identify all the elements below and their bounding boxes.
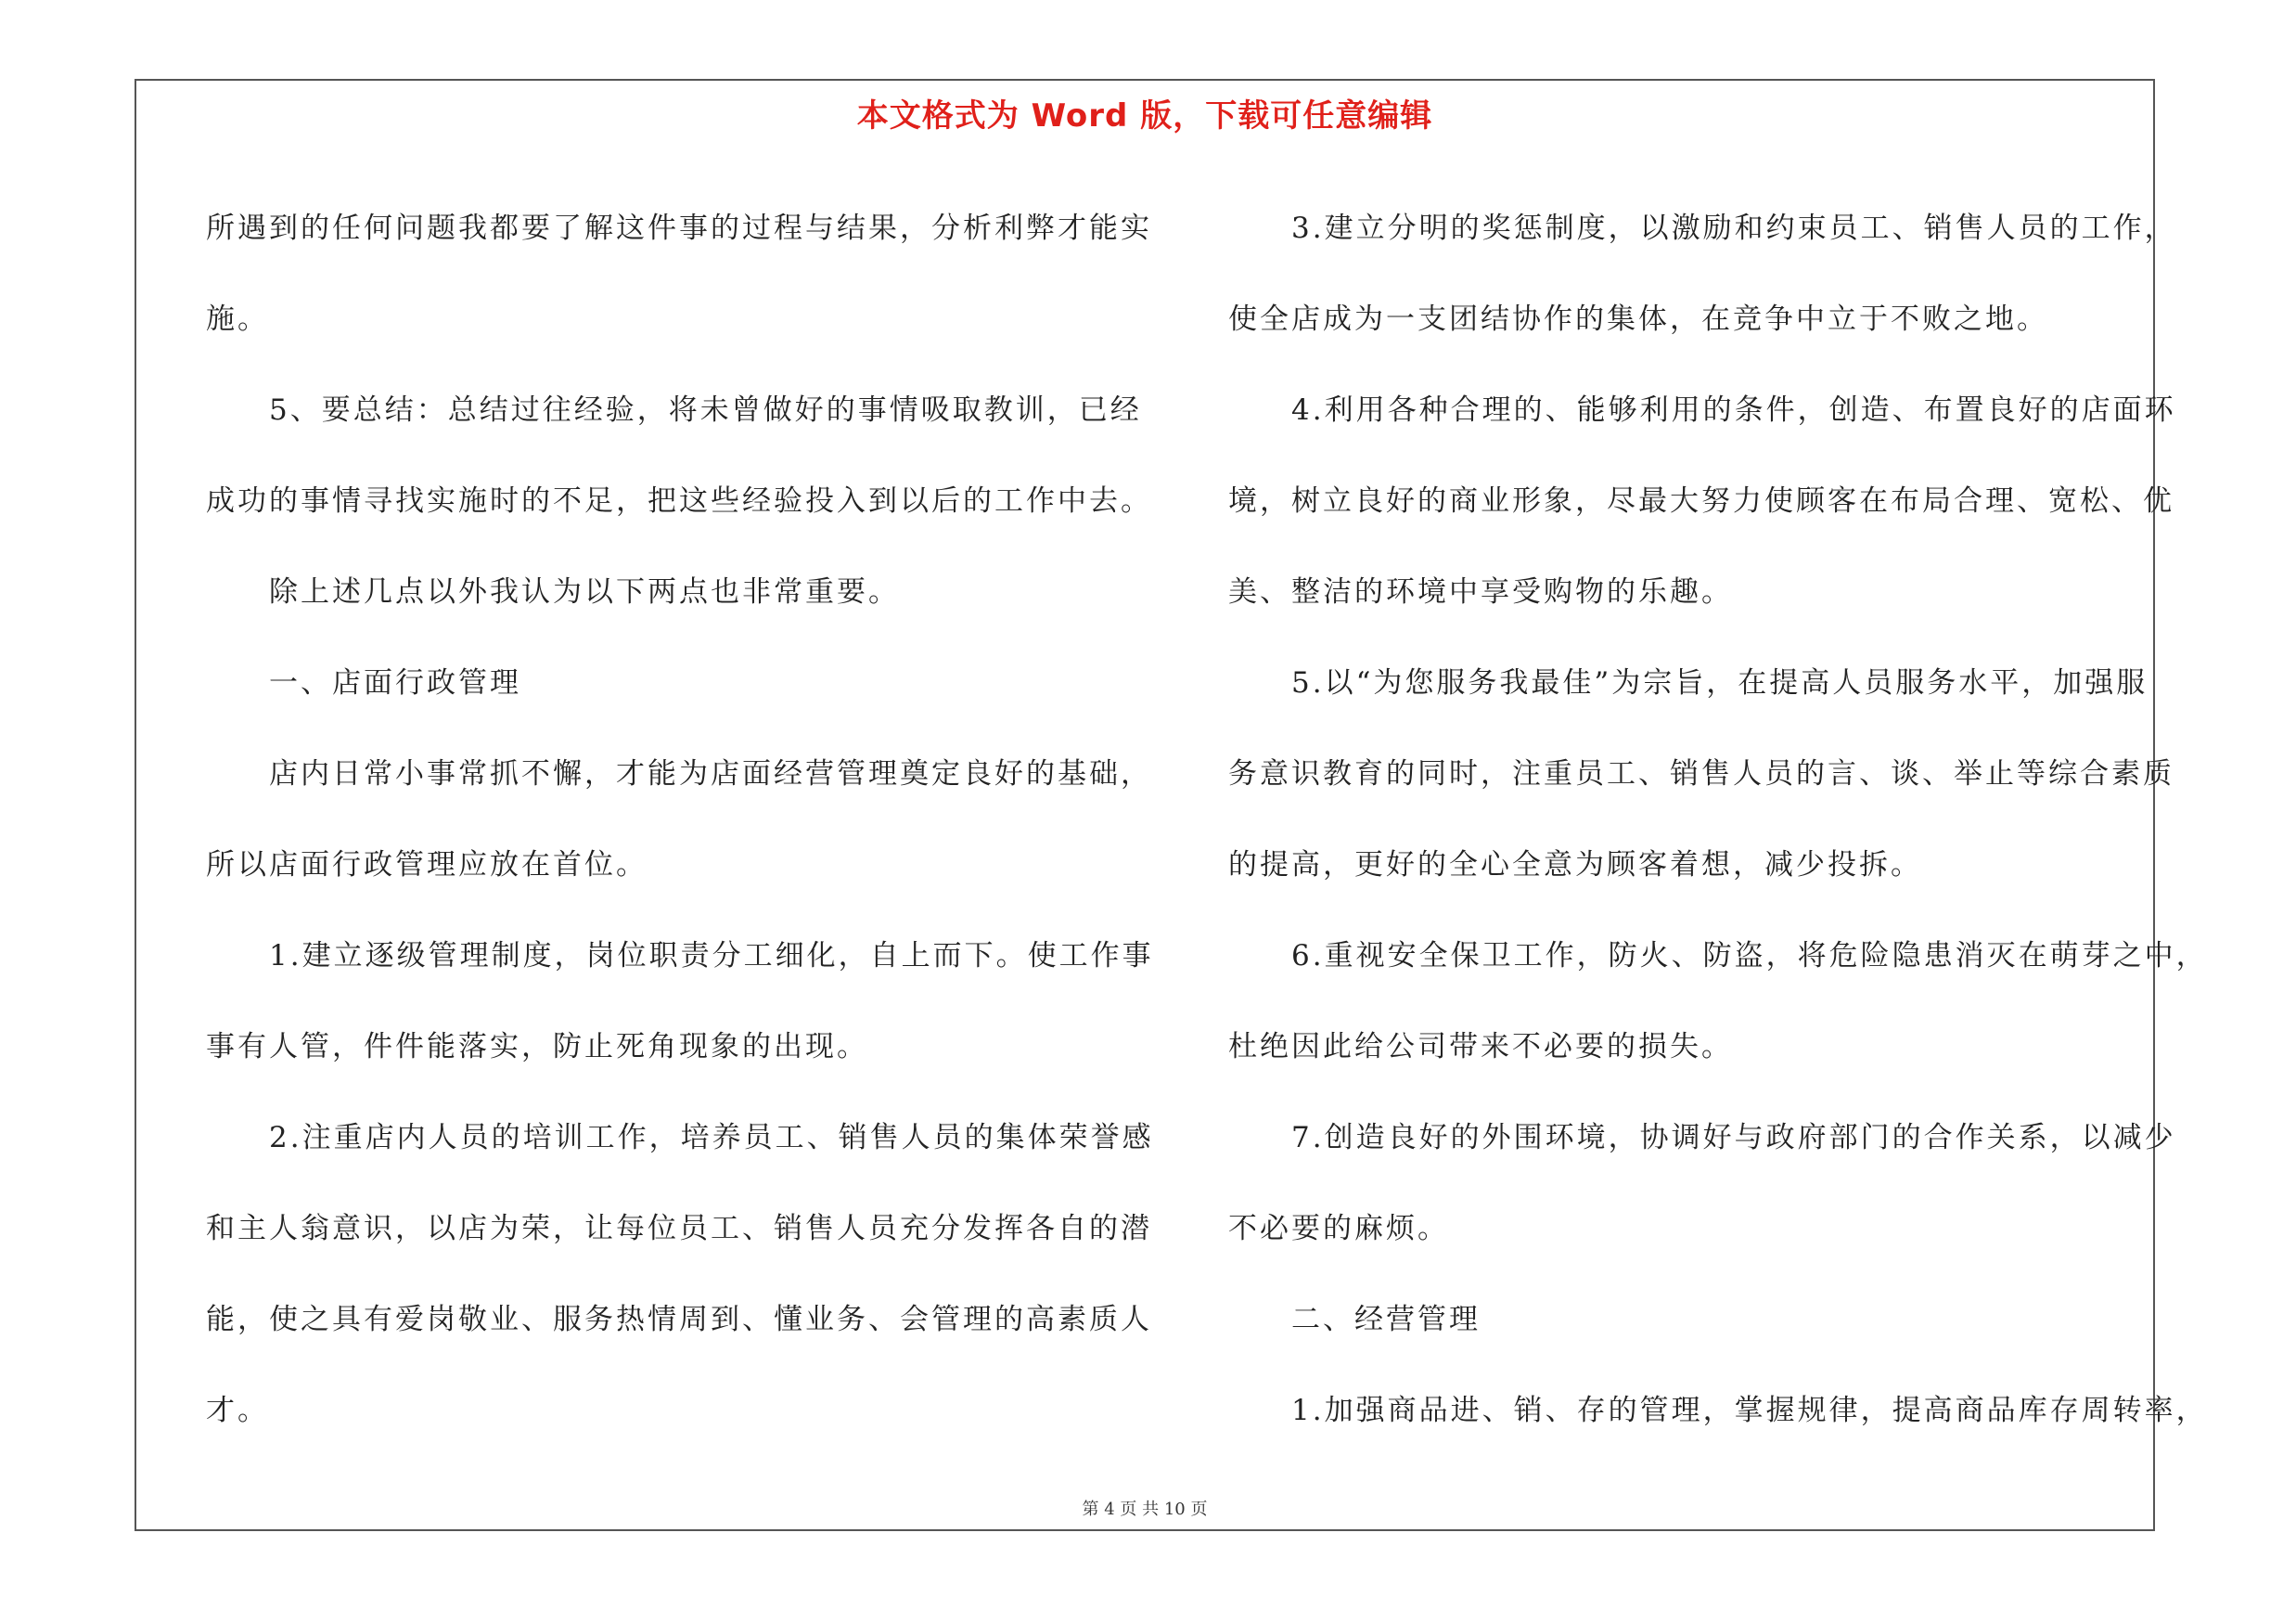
text-line: 境，树立良好的商业形象，尽最大努力使顾客在布局合理、宽松、优 [1228, 484, 2174, 518]
page-number: 第 4 页 共 10 页 [1082, 1500, 1208, 1519]
text-line: 和主人翁意识，以店为荣，让每位员工、销售人员充分发挥各自的潜 [206, 1212, 1152, 1245]
text-line: 1.加强商品进、销、存的管理，掌握规律，提高商品库存周转率， [1291, 1394, 2208, 1427]
text-line: 所以店面行政管理应放在首位。 [206, 848, 648, 882]
section-heading: 一、店面行政管理 [269, 666, 521, 700]
text-line: 美、整洁的环境中享受购物的乐趣。 [1228, 575, 1733, 609]
text-line: 2.注重店内人员的培训工作，培养员工、销售人员的集体荣誉感 [269, 1121, 1154, 1154]
text-line: 7.创造良好的外围环境，协调好与政府部门的合作关系，以减少 [1291, 1121, 2176, 1154]
text-line: 务意识教育的同时，注重员工、销售人员的言、谈、举止等综合素质 [1228, 757, 2174, 791]
text-line: 的提高，更好的全心全意为顾客着想，减少投拆。 [1228, 848, 1922, 882]
text-line: 所遇到的任何问题我都要了解这件事的过程与结果，分析利弊才能实 [206, 212, 1152, 245]
left-text-column [206, 183, 1154, 1456]
text-line: 除上述几点以外我认为以下两点也非常重要。 [269, 575, 900, 609]
text-line: 能，使之具有爱岗敬业、服务热情周到、懂业务、会管理的高素质人 [206, 1303, 1152, 1336]
text-line: 事有人管，件件能落实，防止死角现象的出现。 [206, 1030, 868, 1063]
text-line: 3.建立分明的奖惩制度，以激励和约束员工、销售人员的工作， [1291, 212, 2176, 245]
page-frame [135, 79, 2208, 1531]
text-line: 不必要的麻烦。 [1228, 1212, 1449, 1245]
text-line: 6.重视安全保卫工作，防火、防盗，将危险隐患消灭在萌芽之中， [1291, 939, 2208, 973]
text-line: 才。 [206, 1394, 269, 1427]
text-line: 店内日常小事常抓不懈，才能为店面经营管理奠定良好的基础， [269, 757, 1152, 791]
section-heading: 二、经营管理 [1291, 1303, 1481, 1336]
right-text-column [1228, 183, 2208, 1456]
text-line: 1.建立逐级管理制度，岗位职责分工细化，自上而下。使工作事 [269, 939, 1154, 973]
text-line: 施。 [206, 303, 269, 336]
text-line: 4.利用各种合理的、能够利用的条件，创造、布置良好的店面环 [1291, 393, 2176, 427]
text-line: 5.以“为您服务我最佳”为宗旨，在提高人员服务水平，加强服 [1291, 666, 2148, 700]
text-line: 杜绝因此给公司带来不必要的损失。 [1228, 1030, 1733, 1063]
editable-word-banner: 本文格式为 Word 版，下载可任意编辑 [856, 97, 1433, 135]
text-line: 5、要总结：总结过往经验，将未曾做好的事情吸取教训，已经 [269, 393, 1142, 427]
text-line: 成功的事情寻找实施时的不足，把这些经验投入到以后的工作中去。 [206, 484, 1152, 518]
text-line: 使全店成为一支团结协作的集体，在竞争中立于不败之地。 [1228, 303, 2048, 336]
